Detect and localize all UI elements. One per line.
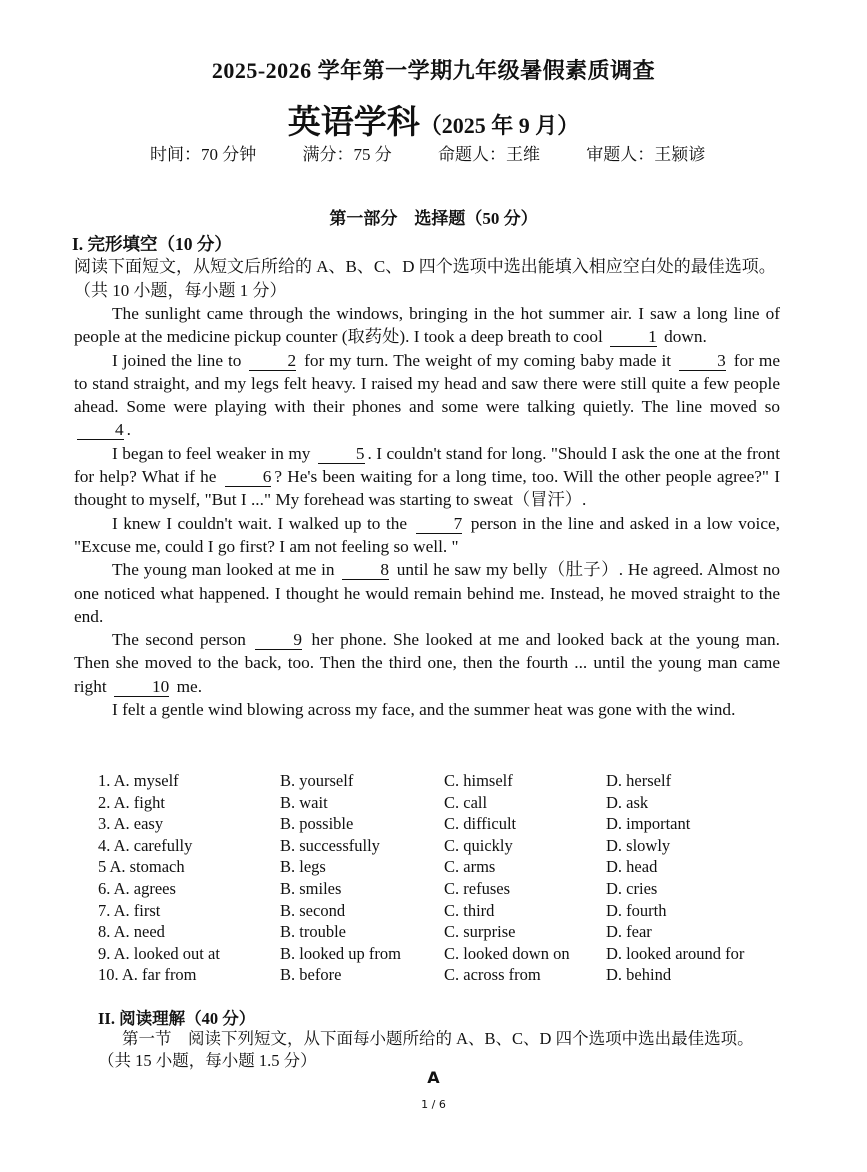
option-c: C. arms [444, 857, 496, 877]
exam-subject-title [0, 96, 867, 143]
option-d: D. fear [606, 922, 652, 942]
paragraph: The second person 9 her phone. She looked at me and looked back at the young man. Then she moved to the back, too. Then the third one, then the fourth ... until the young man came right 10 me. [74, 630, 780, 696]
option-d: D. head [606, 857, 658, 877]
option-c: C. difficult [444, 814, 517, 834]
paragraph: I began to feel weaker in my 5 . I couldn't stand for long. "Should I ask the one at the front for help? What if he 6 ? He's been waiting for a long time, too. Will the other people agree?" I thought to myself, "But I ..." My forehead was starting to sweat（冒汗）. [74, 443, 780, 510]
paragraph: The young man looked at me in 8 until he saw my belly（肚子）. He agreed. Almost no one noticed what happened. I thought he would remain behind me. Instead, he moved straight to the end. [74, 560, 780, 626]
blank-1: 1 [610, 328, 657, 347]
section2-instruction: 第一节 阅读下列短文，从下面每小题所给的 A、B、C、D 四个选项中选出最佳选项。（共 15 小题，每小题 1.5 分） [98, 1029, 754, 1070]
option-a: 4. A. carefully [98, 835, 193, 855]
option-a: 10. A. far from [98, 965, 197, 985]
blank-5: 5 [318, 445, 365, 464]
option-b: B. second [280, 900, 346, 920]
option-c: C. quickly [444, 835, 513, 855]
blank-6: 6 [225, 468, 272, 487]
option-c: C. surprise [444, 922, 516, 942]
part1-title: 第一部分 选择题（50 分） [329, 209, 538, 228]
option-a: 3. A. easy [98, 814, 164, 834]
blank-7: 7 [416, 515, 463, 534]
option-a: 8. A. need [98, 922, 165, 942]
blank-8: 8 [342, 561, 389, 580]
blank-3: 3 [679, 352, 726, 371]
blank-2: 2 [249, 352, 296, 371]
blank-9: 9 [255, 631, 302, 650]
option-b: B. before [280, 965, 342, 985]
exam-date: （2025 年 9 月） [419, 113, 580, 138]
section1-title: I. 完形填空（10 分） [72, 234, 232, 254]
option-b: B. smiles [280, 878, 342, 898]
subject-name: 英语学科 [287, 105, 420, 141]
option-a: 2. A. fight [98, 792, 165, 812]
blank-10: 10 [114, 678, 169, 697]
option-c: C. himself [444, 771, 513, 790]
option-c: C. refuses [444, 878, 510, 898]
option-b: B. yourself [280, 771, 354, 790]
option-c: C. across from [444, 965, 541, 985]
cloze-passage [74, 302, 780, 721]
section2-title: II. 阅读理解（40 分） [98, 1009, 256, 1028]
option-c: C. third [444, 900, 495, 920]
option-d: D. important [606, 814, 691, 834]
option-b: B. successfully [280, 835, 380, 855]
exam-title-line1: 2025-2026 学年第一学期九年级暑假素质调查 [211, 58, 656, 83]
paragraph: I joined the line to 2 for my turn. The weight of my coming baby made it 3 for me to stand straight, and my legs felt heavy. I raised my head and saw there were still quite a few people ahead. Some were playing with their phones and some were talking quietly. The line moved so 4 . [74, 350, 781, 440]
paragraph: I felt a gentle wind blowing across my face, and the summer heat was gone with the wind. [112, 700, 736, 720]
option-a: 9. A. looked out at [98, 943, 220, 963]
exam-meta [150, 140, 747, 165]
option-d: D. cries [606, 878, 658, 898]
option-b: B. possible [280, 814, 354, 834]
option-a: 6. A. agrees [98, 878, 176, 898]
option-a: 1. A. myself [98, 771, 179, 790]
option-d: D. looked around for [606, 943, 745, 963]
exam-time: 时间：70 分钟 [150, 145, 257, 164]
paragraph: I knew I couldn't wait. I walked up to the 7 person in the line and asked in a low voice, "Excuse me, could I go first? I am not feeling so well. " [74, 513, 780, 556]
option-d: D. herself [606, 771, 672, 790]
option-b: B. wait [280, 792, 328, 812]
exam-reviewer: 审题人：王颍谚 [586, 145, 706, 164]
option-c: C. looked down on [444, 943, 570, 963]
option-d: D. fourth [606, 900, 667, 920]
page-number: 1 / 6 [421, 1098, 446, 1111]
exam-score: 满分：75 分 [302, 145, 392, 164]
option-d: D. ask [606, 792, 649, 812]
option-b: B. looked up from [280, 943, 401, 963]
option-c: C. call [444, 792, 488, 812]
passage-letter: A [427, 1068, 440, 1087]
paragraph: The sunlight came through the windows, bringing in the hot summer air. I saw a long line of people at the medicine pickup counter (取药处). I took a deep breath to cool 1 down. [74, 304, 780, 347]
option-d: D. behind [606, 965, 672, 985]
option-a: 7. A. first [98, 900, 161, 920]
option-d: D. slowly [606, 835, 671, 855]
exam-author: 命题人：王维 [438, 145, 540, 164]
option-a: 5 A. stomach [98, 857, 185, 877]
option-b: B. trouble [280, 922, 346, 942]
blank-4: 4 [77, 421, 124, 440]
option-b: B. legs [280, 857, 326, 877]
section1-instruction: 阅读下面短文，从短文后所给的 A、B、C、D 四个选项中选出能填入相应空白处的最佳选项。（共 10 小题，每小题 1 分） [74, 257, 776, 300]
